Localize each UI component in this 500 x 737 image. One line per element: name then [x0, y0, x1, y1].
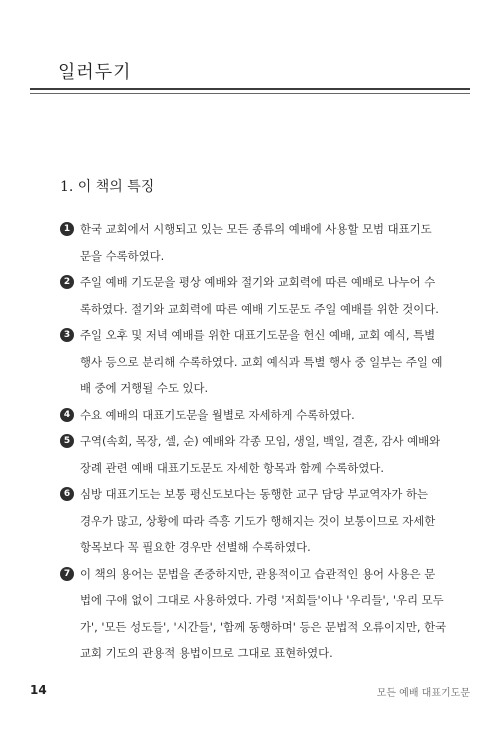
item-number-badge: 3: [60, 328, 74, 342]
item-text-line: 록하였다. 절기와 교회력에 따른 예배 기도문도 주일 예배를 위한 것이다.: [80, 301, 439, 316]
item-text-line: 문을 수록하였다.: [80, 248, 165, 263]
item-text-line: 수요 예배의 대표기도문을 월별로 자세하게 수록하였다.: [80, 407, 355, 422]
item-text-line: 가', '모든 성도들', '시간들', '함께 동행하며' 등은 문법적 오류이지만, 한국: [80, 619, 447, 634]
item-number-badge: 2: [60, 275, 74, 289]
list-item: [60, 216, 450, 269]
list-item: [60, 322, 450, 402]
item-text-line: 배 중에 거행될 수도 있다.: [80, 381, 209, 395]
list-item: [60, 481, 450, 561]
item-number-badge: 4: [60, 408, 74, 422]
list-item: [60, 428, 450, 481]
item-text-line: 구역(속회, 목장, 셀, 순) 예배와 각종 모임, 생일, 백일, 결혼, 감사 예배와: [80, 434, 441, 448]
running-title: 모든 예배 대표기도문: [376, 688, 470, 699]
item-number-badge: 5: [60, 434, 74, 448]
item-text-line: 장례 관련 예배 대표기도문도 자세한 항목과 함께 수록하였다.: [80, 460, 385, 475]
item-text-line: 주일 예배 기도문을 평상 예배와 절기와 교회력에 따른 예배로 나누어 수: [80, 275, 436, 289]
section-heading: 1. 이 책의 특징: [60, 179, 155, 195]
item-text-line: 주일 오후 및 저녁 예배를 위한 대표기도문을 헌신 예배, 교회 예식, 특별: [80, 328, 436, 342]
page-title: 일러두기: [58, 62, 132, 83]
item-text-line: 경우가 많고, 상황에 따라 즉흥 기도가 행해지는 것이 보통이므로 자세한: [80, 513, 436, 528]
list-item: [60, 402, 450, 429]
feature-list: [60, 216, 450, 667]
list-item: [60, 269, 450, 322]
page-number: 14: [30, 683, 47, 697]
item-number-badge: 6: [60, 487, 74, 501]
item-text-line: 행사 등으로 분리해 수록하였다. 교회 예식과 특별 행사 중 일부는 주일 예: [80, 354, 443, 369]
item-text-line: 항목보다 꼭 필요한 경우만 선별해 수록하였다.: [80, 540, 311, 554]
item-text-line: 한국 교회에서 시행되고 있는 모든 종류의 예배에 사용할 모범 대표기도: [80, 222, 432, 236]
item-text-line: 이 책의 용어는 문법을 존중하지만, 관용적이고 습관적인 용어 사용은 문: [80, 566, 436, 581]
header-rule-thick: [30, 88, 470, 90]
item-text-line: 심방 대표기도는 보통 평신도보다는 동행한 교구 담당 부교역자가 하는: [80, 487, 429, 501]
item-text-line: 교회 기도의 관용적 용법이므로 그대로 표현하였다.: [80, 646, 333, 660]
item-text-line: 법에 구애 없이 그대로 사용하였다. 가령 '저희들'이나 '우리들', '우리 모두: [80, 593, 444, 607]
list-item: [60, 561, 450, 667]
header-rule-thin: [30, 93, 470, 94]
item-number-badge: 7: [60, 567, 74, 581]
item-number-badge: 1: [60, 222, 74, 236]
